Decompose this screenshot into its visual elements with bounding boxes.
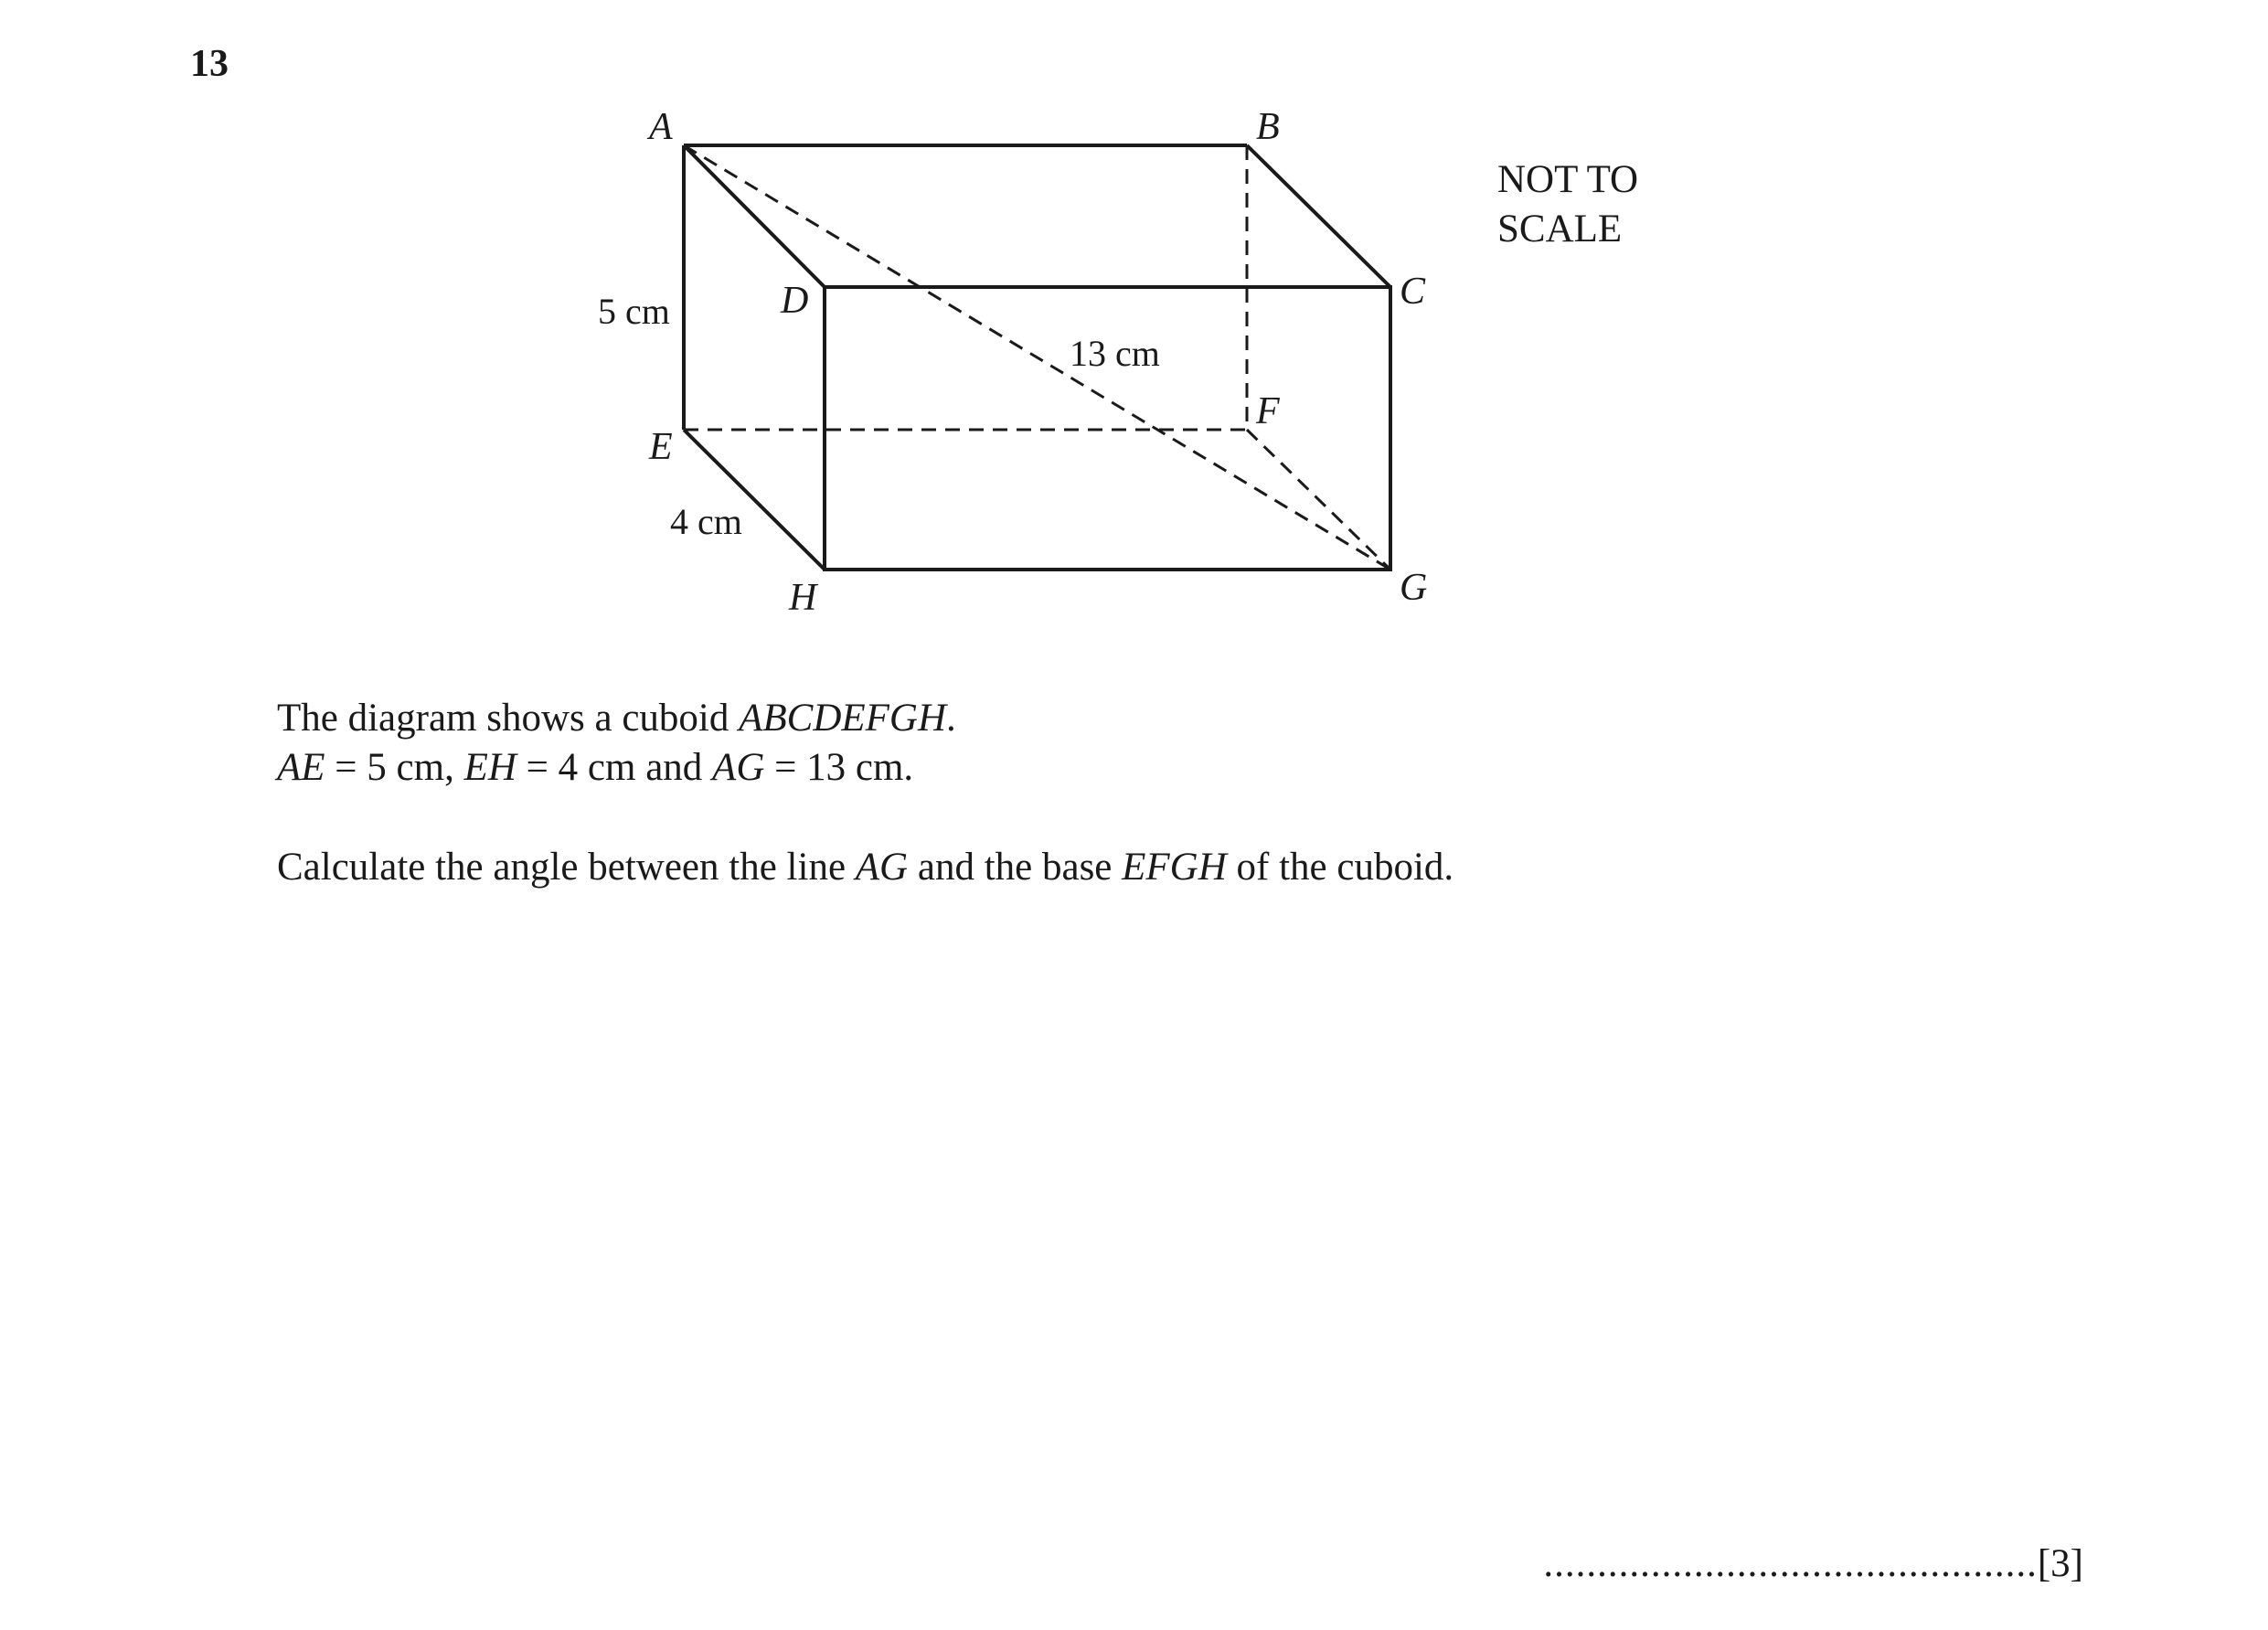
hidden-edges [684, 145, 1390, 570]
not-to-scale-line2: SCALE [1497, 208, 1623, 250]
length-label-AE: 5 cm [598, 291, 670, 332]
edge-AD [684, 145, 825, 287]
vertex-label-C: C [1400, 271, 1426, 313]
length-label-AG: 13 cm [1070, 333, 1160, 374]
question-number: 13 [190, 43, 229, 85]
edge-BC [1247, 145, 1390, 287]
question-prompt: Calculate the angle between the line AG and the base EFGH of the cuboid. [277, 846, 1454, 889]
answer-dots: .............................................. [1543, 1542, 2038, 1585]
vertex-label-E: E [649, 426, 673, 468]
edge-FG [1247, 430, 1390, 570]
answer-line[interactable] [1543, 1541, 2083, 1586]
vertex-label-A: A [649, 106, 673, 148]
diagonal-AG [684, 145, 1390, 570]
question-statement-line2: AE = 5 cm, EH = 4 cm and AG = 13 cm. [277, 746, 914, 789]
not-to-scale-line1: NOT TO [1497, 158, 1639, 201]
vertex-label-D: D [781, 280, 809, 322]
vertex-label-G: G [1400, 567, 1428, 609]
vertex-label-B: B [1256, 106, 1280, 148]
length-label-EH: 4 cm [670, 501, 742, 542]
marks-label: [3] [2037, 1542, 2083, 1585]
edge-EH [684, 430, 825, 570]
vertex-label-F: F [1256, 390, 1280, 432]
question-statement-line1: The diagram shows a cuboid ABCDEFGH. [277, 697, 956, 740]
vertex-label-H: H [789, 577, 817, 619]
